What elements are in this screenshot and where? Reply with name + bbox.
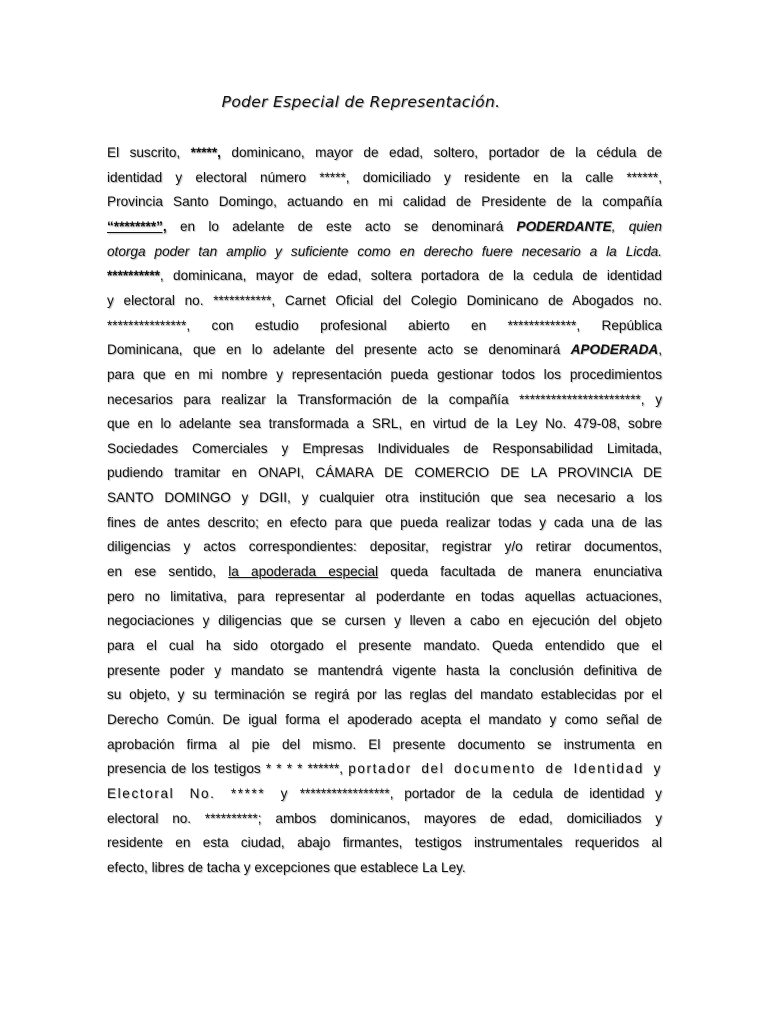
paragraph-line [107, 341, 662, 359]
paragraph-line [107, 243, 662, 261]
paragraph-line [107, 464, 662, 482]
text-run: la apoderada especial [228, 564, 379, 579]
text-run: Sociedades Comerciales y Empresas Individuales de Responsabilidad Limitada, [107, 441, 662, 456]
text-run: pero no limitativa, para representar al poderdante en todas aquellas actuaciones, [107, 589, 662, 604]
text-run: portador del documento de Identidad y [348, 761, 662, 776]
paragraph-line [107, 859, 662, 877]
text-run: queda facultada de manera enunciativa [378, 564, 663, 579]
text-run: SANTO DOMINGO y DGII, y cualquier otra institución que sea necesario a los [107, 490, 662, 505]
paragraph-line [107, 391, 662, 409]
paragraph-line [107, 292, 662, 310]
text-run: dominicano, mayor de edad, soltero, portador de la cédula de [220, 145, 662, 160]
text-run: residente en esta ciudad, abajo firmantes, testigos instrumentales requeridos al [107, 835, 662, 850]
text-run: otorga poder tan amplio y suficiente como en derecho fuere necesario a la Licda. [107, 244, 662, 259]
paragraph-line [107, 810, 662, 828]
text-run: en ese sentido, [107, 564, 229, 579]
paragraph-line [107, 785, 662, 803]
paragraph-line [107, 169, 662, 187]
text-run: *****, [190, 145, 221, 160]
paragraph-line [107, 538, 662, 556]
paragraph-line [107, 736, 662, 754]
text-run: necesarios para realizar la Transformación de la compañía ***********************, y [107, 392, 662, 407]
text-run: Dominicana, que en lo adelante del presente acto se denominará [107, 342, 571, 357]
text-run: presente poder y mandato se mantendrá vigente hasta la conclusión definitiva de [107, 663, 662, 678]
text-run: para el cual ha sido otorgado el presente mandato. Queda entendido que el [107, 638, 662, 653]
text-run: presencia de los testigos * * * * ******, [107, 761, 349, 776]
paragraph-line [107, 563, 662, 581]
paragraph-line [107, 489, 662, 507]
text-run: electoral no. **********; ambos dominicanos, mayores de edad, domiciliados y [107, 811, 662, 826]
text-run: , quien [611, 219, 662, 234]
paragraph-line [107, 415, 662, 433]
text-run: *****************, portador de la cedula de identidad y [289, 786, 662, 801]
paragraph-line [107, 662, 662, 680]
paragraph-line [107, 317, 662, 335]
text-run: Provincia Santo Domingo, actuando en mi calidad de Presidente de la compañía [107, 194, 662, 209]
paragraph-line [107, 366, 662, 384]
paragraph-line [107, 637, 662, 655]
text-run: APODERADA [570, 342, 659, 357]
text-run: diligencias y actos correspondientes: depositar, registrar y/o retirar documentos, [107, 539, 662, 554]
paragraph-line [107, 144, 662, 162]
paragraph-line [107, 267, 662, 285]
text-run: efecto, libres de tacha y excepciones que establece La Ley. [107, 860, 466, 875]
text-run: pudiendo tramitar en ONAPI, CÁMARA DE COMERCIO DE LA PROVINCIA DE [107, 465, 662, 480]
text-run: identidad y electoral número *****, domiciliado y residente en la calle ******, [107, 170, 662, 185]
text-run: Electoral No. ***** y [107, 786, 290, 801]
paragraph-line [107, 612, 662, 630]
text-run: PODERDANTE [516, 219, 612, 234]
paragraph-line [107, 686, 662, 704]
text-run: ********** [107, 268, 160, 283]
text-run: que en lo adelante sea transformada a SRL, en virtud de la Ley No. 479-08, sobre [107, 416, 662, 431]
text-run: , [658, 342, 662, 357]
text-run: negociaciones y diligencias que se cursen y lleven a cabo en ejecución del objeto [107, 613, 662, 628]
paragraph-line [107, 514, 662, 532]
text-run: ***************, con estudio profesional abierto en *************, República [107, 318, 662, 333]
paragraph-line [107, 834, 662, 852]
text-run: fines de antes descrito; en efecto para que pueda realizar todas y cada una de las [107, 515, 662, 530]
paragraph-line [107, 193, 662, 211]
text-run: para que en mi nombre y representación pueda gestionar todos los procedimientos [107, 367, 662, 382]
paragraph-line [107, 760, 662, 778]
text-run: El suscrito, [107, 145, 191, 160]
paragraph-line [107, 440, 662, 458]
title-text: Poder Especial de Representación. [221, 93, 501, 111]
text-run: su objeto, y su terminación se regirá por las reglas del mandato establecidas por el [107, 687, 662, 702]
text-run: aprobación firma al pie del mismo. El presente documento se instrumenta en [107, 737, 662, 752]
text-run: Derecho Común. De igual forma el apoderado acepta el mandato y como señal de [107, 712, 662, 727]
paragraph-line [107, 588, 662, 606]
text-run: en lo adelante de este acto se denominará [166, 219, 517, 234]
document-title [0, 93, 768, 111]
paragraph-line [107, 218, 662, 236]
text-run: “********”, [107, 219, 167, 234]
paragraph-line [107, 711, 662, 729]
text-run: , dominicana, mayor de edad, soltera portadora de la cedula de identidad [159, 268, 662, 283]
text-run: y electoral no. ***********, Carnet Oficial del Colegio Dominicano de Abogados no. [107, 293, 662, 308]
